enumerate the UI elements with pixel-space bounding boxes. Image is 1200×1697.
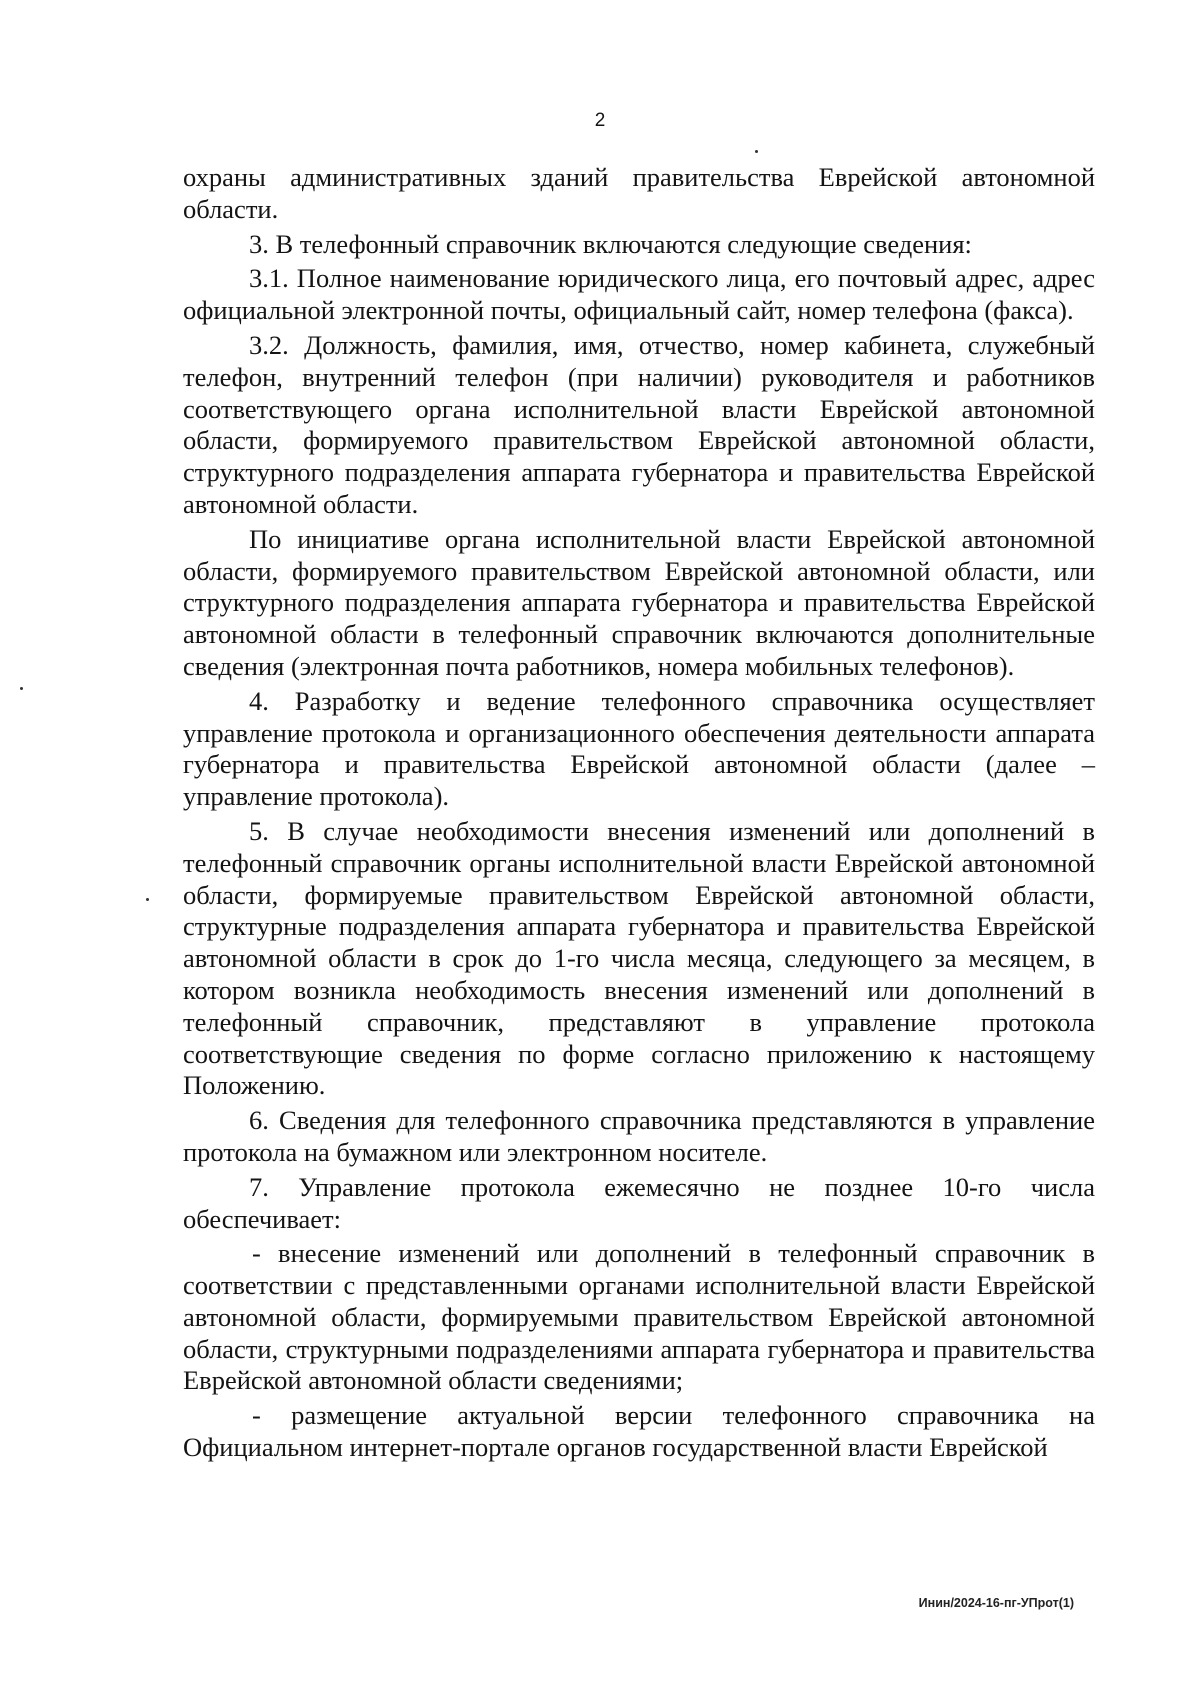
paragraph-item-5: 5. В случае необходимости внесения изменений или дополнений в телефонный справочник органы исполнительной власти Еврейской автономной области, формируемые правительством Еврейской автономной области, структурные подразделения аппарата губернатора и правительства Еврейской автономной области в срок до 1-го числа месяца, следующего за месяцем, в котором возникла необходимость внесения изменений или дополнений в телефонный справочник, представляют в управление протокола соответствующие сведения по форме согласно приложению к настоящему Положению. [183, 815, 1095, 1101]
paragraph-item-4: 4. Разработку и ведение телефонного справочника осуществляет управление протокола и организационного обеспечения деятельности аппарата губернатора и правительства Еврейской автономной области (далее – управление протокола). [183, 685, 1095, 812]
paragraph-item-3-2: 3.2. Должность, фамилия, имя, отчество, номер кабинета, служебный телефон, внутренний телефон (при наличии) руководителя и работников соответствующего органа исполнительной власти Еврейской автономной области, формируемого правительством Еврейской автономной области, структурного подразделения аппарата губернатора и правительства Еврейской автономной области. [183, 329, 1095, 519]
paragraph-initiative: По инициативе органа исполнительной власти Еврейской автономной области, формируемого правительством Еврейской автономной области, или структурного подразделения аппарата губернатора и правительства Еврейской автономной области в телефонный справочник включаются дополнительные сведения (электронная почта работников, номера мобильных телефонов). [183, 523, 1095, 681]
document-body [183, 162, 1095, 1467]
paragraph-bullet-1: - внесение изменений или дополнений в телефонный справочник в соответствии с представленными органами исполнительной власти Еврейской автономной области, формируемыми правительством Еврейской автономной области, структурными подразделениями аппарата губернатора и правительства Еврейской автономной области сведениями; [183, 1238, 1095, 1396]
paragraph-continuation: охраны административных зданий правительства Еврейской автономной области. [183, 162, 1095, 224]
page-number: 2 [594, 110, 606, 131]
scan-speck [20, 687, 23, 690]
paragraph-bullet-2: - размещение актуальной версии телефонного справочника на Официальном интернет-портале органов государственной власти Еврейской [183, 1400, 1095, 1463]
scan-speck [755, 150, 758, 153]
document-code: Инин/2024-16-пг-УПрот(1) [918, 1596, 1074, 1610]
scan-speck [146, 898, 149, 901]
paragraph-item-6: 6. Сведения для телефонного справочника представляются в управление протокола на бумажном или электронном носителе. [183, 1105, 1095, 1167]
paragraph-item-7: 7. Управление протокола ежемесячно не позднее 10-го числа обеспечивает: [183, 1171, 1095, 1234]
paragraph-item-3: 3. В телефонный справочник включаются следующие сведения: [249, 228, 972, 259]
paragraph-item-3-1: 3.1. Полное наименование юридического лица, его почтовый адрес, адрес официальной электронной почты, официальный сайт, номер телефона (факса). [183, 263, 1095, 326]
